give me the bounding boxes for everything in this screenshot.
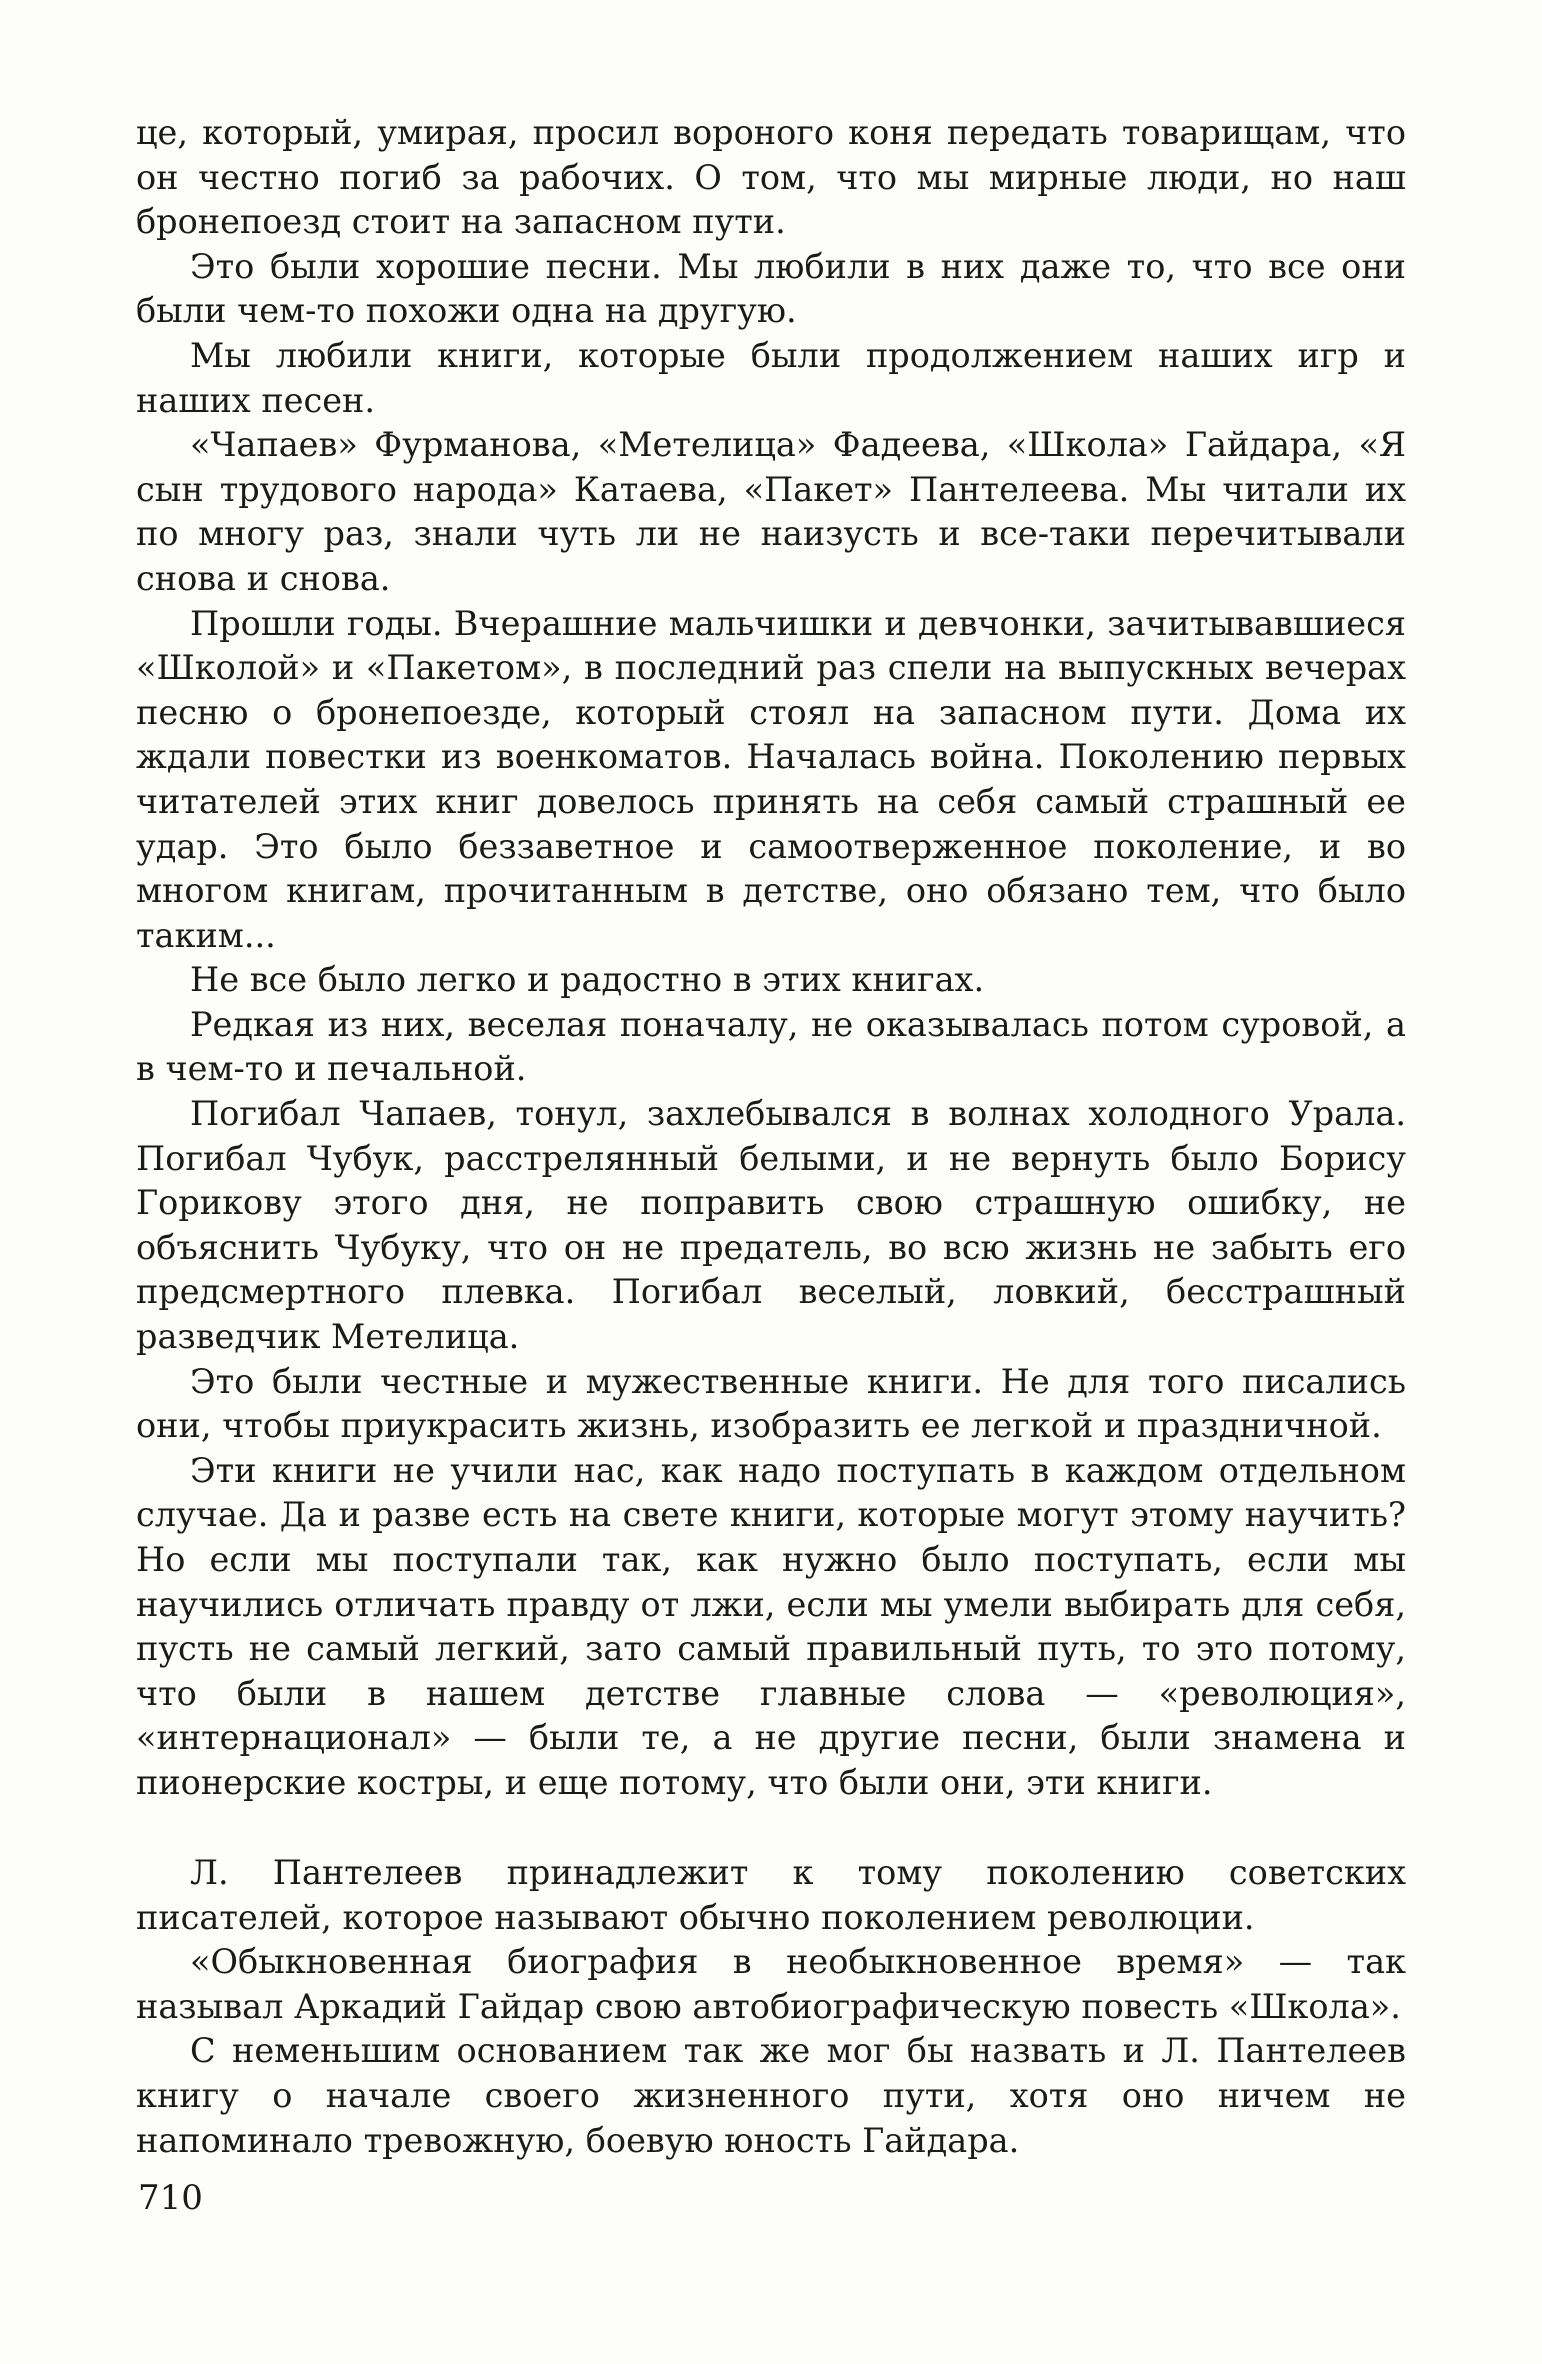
paragraph: Мы любили книги, которые были продолжением наших игр и наших песен. (136, 335, 1406, 420)
paragraph: Не все было легко и радостно в этих книгах. (190, 960, 985, 1000)
paragraph: Прошли годы. Вчерашние мальчишки и девчонки, зачитывавшиеся «Школой» и «Пакетом», в последний раз спели на выпускных вечерах песню о бронепоезде, который стоял на запасном пути. Дома их ждали повестки из военкоматов. Началась война. Поколению первых читателей этих книг довелось принять на себя самый страшный ее удар. Это было беззаветное и самоотверженное поколение, и во многом книгам, прочитанным в детстве, оно обязано тем, что было таким... (136, 603, 1406, 955)
paragraph: «Обыкновенная биография в необыкновенное время» — так называл Аркадий Гайдар свою автобиографическую повесть «Школа». (136, 1942, 1406, 2026)
paragraph: Это были хорошие песни. Мы любили в них даже то, что все они были чем-то похожи одна на другую. (136, 246, 1406, 331)
afterword-text-block (136, 1851, 1406, 2163)
paragraph: Редкая из них, веселая поначалу, не оказывалась потом суровой, а в чем-то и печальной. (136, 1004, 1406, 1089)
paragraph: Эти книги не учили нас, как надо поступать в каждом отдельном случае. Да и разве есть на свете книги, которые могут этому научить? Но если мы поступали так, как нужно было поступать, если мы научились отличать правду от лжи, если мы умели выбирать для себя, пусть не самый легкий, зато самый правильный путь, то это потому, что были в нашем детстве главные слова — «революция», «интернационал» — были те, а не другие песни, были знамена и пионерские костры, и еще потому, что были они, эти книги. (136, 1450, 1406, 1802)
page-number: 710 (138, 2178, 203, 2218)
paragraph-continuation: це, который, умирая, просил вороного коня передать товарищам, что он честно погиб за рабочих. О том, что мы мирные люди, но наш бронепоезд стоит на запасном пути. (136, 113, 1406, 242)
paragraph: Погибал Чапаев, тонул, захлебывался в волнах холодного Урала. Погибал Чубук, расстрелянный белыми, и не вернуть было Борису Горикову этого дня, не поправить свою страшную ошибку, не объяснить Чубуку, что он не предатель, во всю жизнь не забыть его предсмертного плевка. Погибал веселый, ловкий, бесстрашный разведчик Метелица. (136, 1094, 1406, 1357)
main-text-block (136, 111, 1406, 1806)
paragraph: С неменьшим основанием так же мог бы назвать и Л. Пантелеев книгу о начале своего жизненного пути, хотя оно ничем не напоминало тревожную, боевую юность Гайдара. (136, 2031, 1406, 2160)
paragraph: Это были честные и мужественные книги. Не для того писались они, чтобы приукрасить жизнь, изобразить ее легкой и праздничной. (136, 1361, 1406, 1446)
paragraph: Л. Пантелеев принадлежит к тому поколению советских писателей, которое называют обычно поколением революции. (136, 1853, 1406, 1937)
paragraph: «Чапаев» Фурманова, «Метелица» Фадеева, «Школа» Гайдара, «Я сын трудового народа» Катаева, «Пакет» Пантелеева. Мы читали их по многу раз, знали чуть ли не наизусть и все-таки перечитывали снова и снова. (136, 425, 1406, 598)
